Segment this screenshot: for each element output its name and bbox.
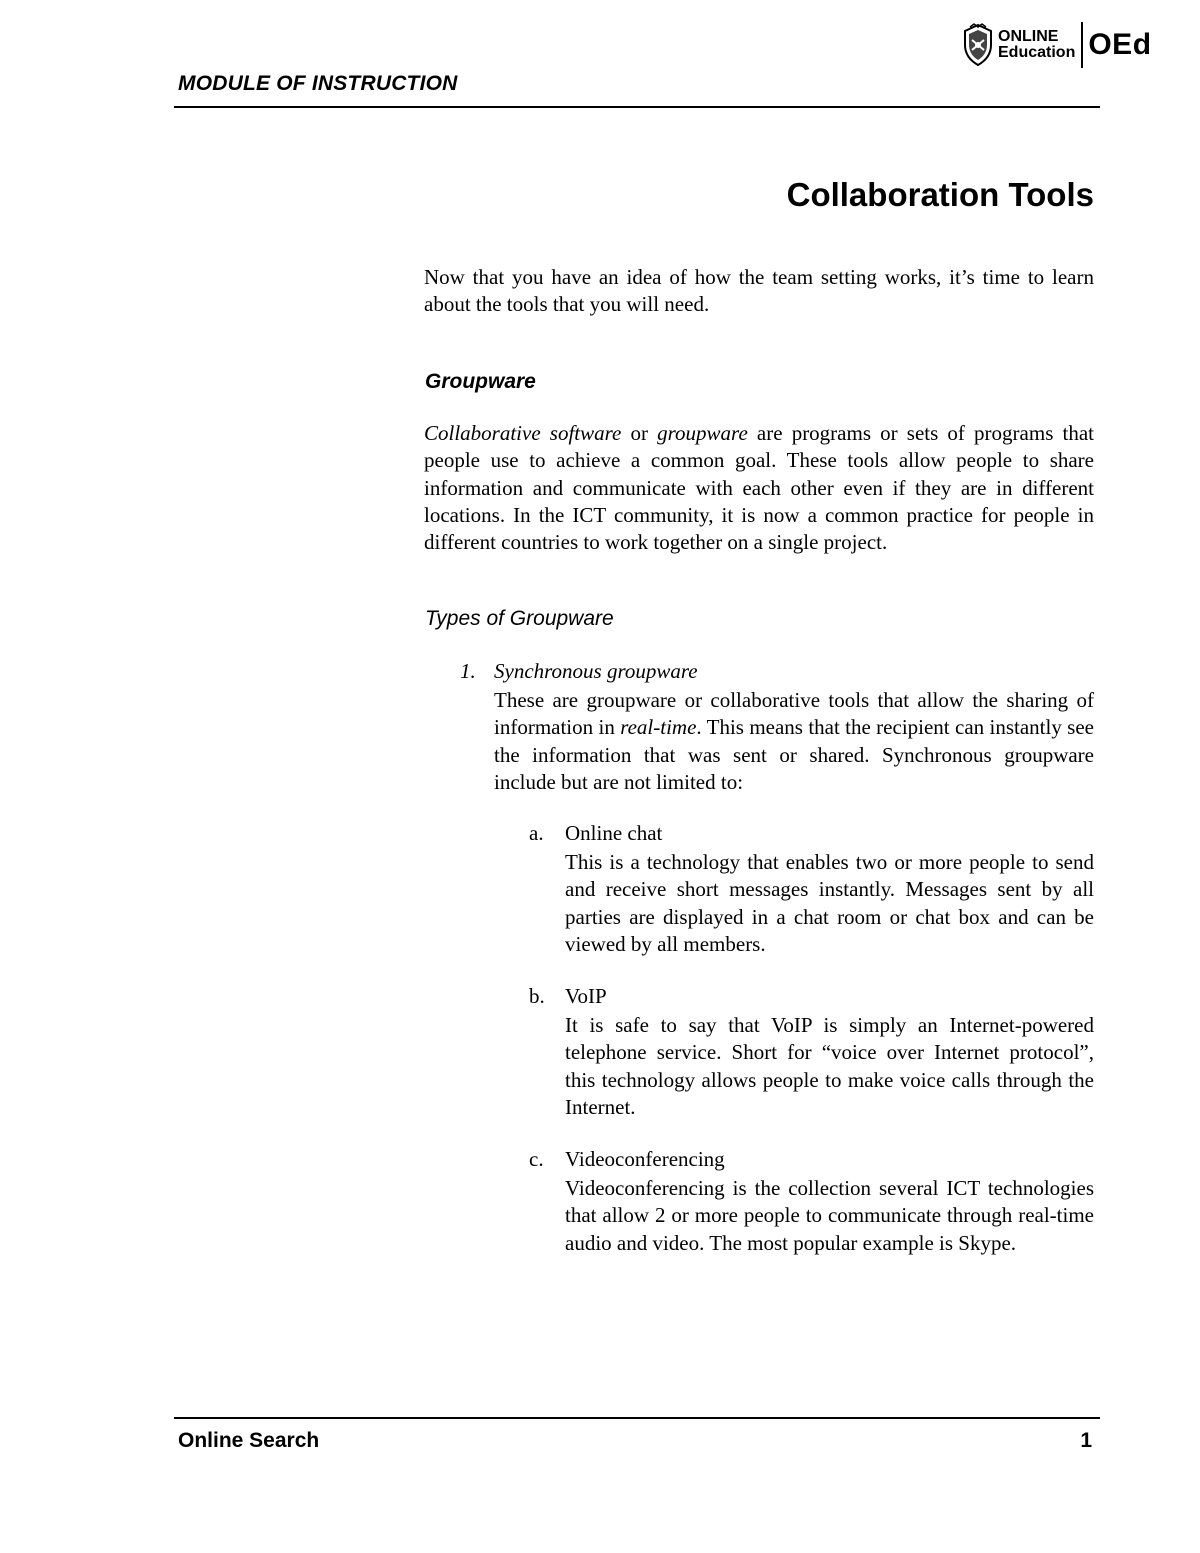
voip-description: It is safe to say that VoIP is simply an Internet-powered telephone service. Short for “voice over Internet protocol”, this technology allows people to make voice calls through the Internet. [565, 1013, 1094, 1119]
term-collaborative-software: Collaborative software [424, 421, 622, 445]
desc-text: These are groupware or collaborative tools that allow the sharing of information in [494, 688, 1094, 740]
logo-oed-text: OEd [1088, 28, 1152, 61]
term-groupware: groupware [657, 421, 748, 445]
videoconferencing-description: Videoconferencing is the collection several ICT technologies that allow 2 or more people to communicate through real-time audio and video. The most popular example is Skype. [565, 1176, 1094, 1255]
footer-title: Online Search [178, 1429, 320, 1452]
types-heading: Types of Groupware [425, 607, 614, 630]
term-real-time: real-time [620, 715, 697, 740]
shield-crest-icon [962, 23, 994, 67]
list-marker: 1. [460, 659, 476, 683]
list-marker: b. [529, 984, 545, 1008]
groupware-paragraph [424, 420, 1094, 556]
groupware-heading: Groupware [425, 370, 536, 393]
list-marker: a. [529, 821, 544, 845]
page-title: Collaboration Tools [786, 176, 1094, 213]
desc-text: . This means that the recipient can instantly see the information that was sent or shared. Synchronous groupware include but are not limited to: [494, 715, 1095, 794]
list-marker: c. [529, 1147, 544, 1171]
online-chat-title: Online chat [565, 821, 663, 845]
logo-divider [1081, 22, 1083, 68]
groupware-definition: are programs or sets of programs that people use to achieve a common goal. These tools allow people to share information and communicate with each other even if they are in different locations. In the ICT community, it is now a common practice for people in different countries to work together on a single project. [424, 421, 1094, 555]
online-education-logo [962, 18, 1190, 72]
synchronous-groupware-description [494, 687, 1094, 796]
videoconferencing-title: Videoconferencing [565, 1147, 725, 1171]
footer-rule [174, 1417, 1100, 1419]
page-number: 1 [1080, 1429, 1092, 1452]
synchronous-groupware-title: Synchronous groupware [494, 659, 698, 683]
logo-education-text: Education [998, 44, 1076, 61]
online-chat-description: This is a technology that enables two or more people to send and receive short messages instantly. Messages sent by all parties are displayed in a chat room or chat box and can be viewed by all members. [565, 850, 1094, 956]
logo-online-text: ONLINE [998, 28, 1059, 45]
header-rule [174, 106, 1100, 108]
module-label: MODULE OF INSTRUCTION [178, 72, 458, 95]
voip-title: VoIP [565, 984, 607, 1008]
intro-paragraph: Now that you have an idea of how the team setting works, it’s time to learn about the tools that you will need. [424, 265, 1094, 317]
term-or: or [621, 421, 658, 445]
